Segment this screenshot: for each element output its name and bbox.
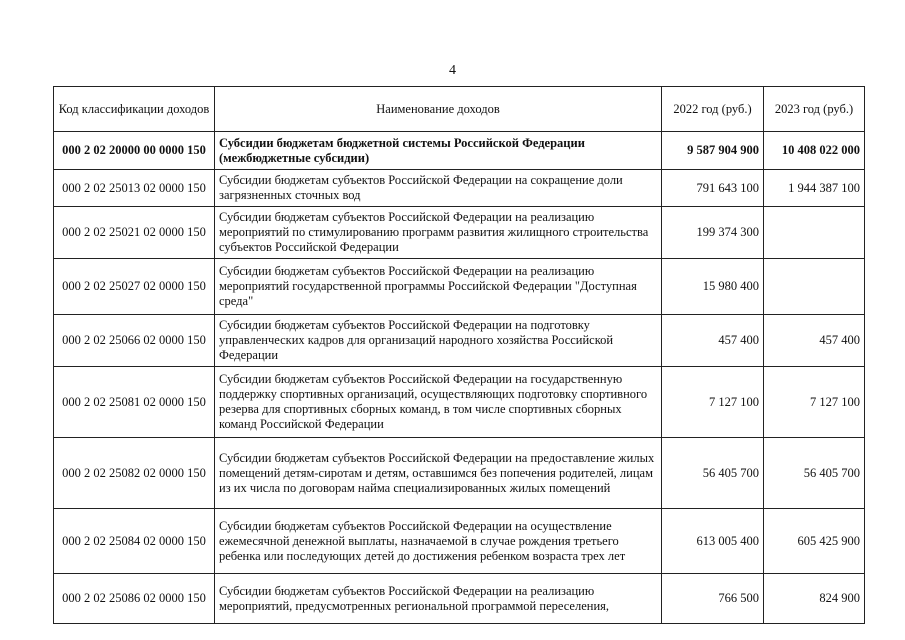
row-amount-2022: 7 127 100 — [662, 367, 764, 438]
header-name: Наименование доходов — [215, 87, 662, 132]
row-amount-2023: 56 405 700 — [764, 438, 865, 509]
header-year-2022: 2022 год (руб.) — [662, 87, 764, 132]
row-name: Субсидии бюджетам субъектов Российской Федерации на реализацию мероприятий по стимулированию программ развития жилищного строительства субъектов Российской Федерации — [215, 207, 662, 259]
table-header-row — [54, 87, 865, 132]
row-amount-2023 — [764, 259, 865, 315]
table-row — [54, 367, 865, 438]
row-code: 000 2 02 20000 00 0000 150 — [54, 132, 215, 170]
row-amount-2023: 7 127 100 — [764, 367, 865, 438]
page-number: 4 — [449, 63, 456, 78]
row-amount-2023: 457 400 — [764, 315, 865, 367]
row-code: 000 2 02 25084 02 0000 150 — [54, 509, 215, 574]
row-name: Субсидии бюджетам субъектов Российской Федерации на предоставление жилых помещений детям-сиротам и детям, оставшимся без попечения родителей, лицам из их числа по договорам найма специализированных жилых помещений — [215, 438, 662, 509]
header-year-2023: 2023 год (руб.) — [764, 87, 865, 132]
row-name: Субсидии бюджетам субъектов Российской Федерации на реализацию мероприятий, предусмотренных региональной программой переселения, — [215, 574, 662, 624]
row-amount-2022: 9 587 904 900 — [662, 132, 764, 170]
row-name: Субсидии бюджетам субъектов Российской Федерации на реализацию мероприятий государственной программы Российской Федерации "Доступная среда" — [215, 259, 662, 315]
row-code: 000 2 02 25021 02 0000 150 — [54, 207, 215, 259]
row-amount-2023: 824 900 — [764, 574, 865, 624]
row-name: Субсидии бюджетам субъектов Российской Федерации на государственную поддержку спортивных организаций, осуществляющих подготовку спортивного резерва для спортивных сборных команд, в том числе спортивных сборных команд Российской Федерации — [215, 367, 662, 438]
revenue-table — [53, 86, 865, 624]
row-amount-2022: 15 980 400 — [662, 259, 764, 315]
row-name: Субсидии бюджетам бюджетной системы Российской Федерации (межбюджетные субсидии) — [215, 132, 662, 170]
row-code: 000 2 02 25081 02 0000 150 — [54, 367, 215, 438]
header-code: Код классификации доходов — [54, 87, 215, 132]
row-code: 000 2 02 25013 02 0000 150 — [54, 170, 215, 207]
row-amount-2023: 605 425 900 — [764, 509, 865, 574]
row-name: Субсидии бюджетам субъектов Российской Федерации на осуществление ежемесячной денежной выплаты, назначаемой в случае рождения третьего ребенка или последующих детей до достижения ребенком возраста трех лет — [215, 509, 662, 574]
table-row — [54, 170, 865, 207]
table-row — [54, 574, 865, 624]
row-name: Субсидии бюджетам субъектов Российской Федерации на подготовку управленческих кадров для организаций народного хозяйства Российской Федерации — [215, 315, 662, 367]
table-row — [54, 509, 865, 574]
table-row — [54, 315, 865, 367]
table-row — [54, 259, 865, 315]
table-row-total — [54, 132, 865, 170]
row-code: 000 2 02 25027 02 0000 150 — [54, 259, 215, 315]
row-amount-2022: 791 643 100 — [662, 170, 764, 207]
row-amount-2022: 199 374 300 — [662, 207, 764, 259]
row-amount-2023 — [764, 207, 865, 259]
row-amount-2022: 457 400 — [662, 315, 764, 367]
row-amount-2022: 613 005 400 — [662, 509, 764, 574]
row-amount-2023: 1 944 387 100 — [764, 170, 865, 207]
table-row — [54, 207, 865, 259]
row-code: 000 2 02 25086 02 0000 150 — [54, 574, 215, 624]
table-row — [54, 438, 865, 509]
row-code: 000 2 02 25082 02 0000 150 — [54, 438, 215, 509]
row-name: Субсидии бюджетам субъектов Российской Федерации на сокращение доли загрязненных сточных вод — [215, 170, 662, 207]
row-code: 000 2 02 25066 02 0000 150 — [54, 315, 215, 367]
row-amount-2022: 56 405 700 — [662, 438, 764, 509]
row-amount-2022: 766 500 — [662, 574, 764, 624]
row-amount-2023: 10 408 022 000 — [764, 132, 865, 170]
